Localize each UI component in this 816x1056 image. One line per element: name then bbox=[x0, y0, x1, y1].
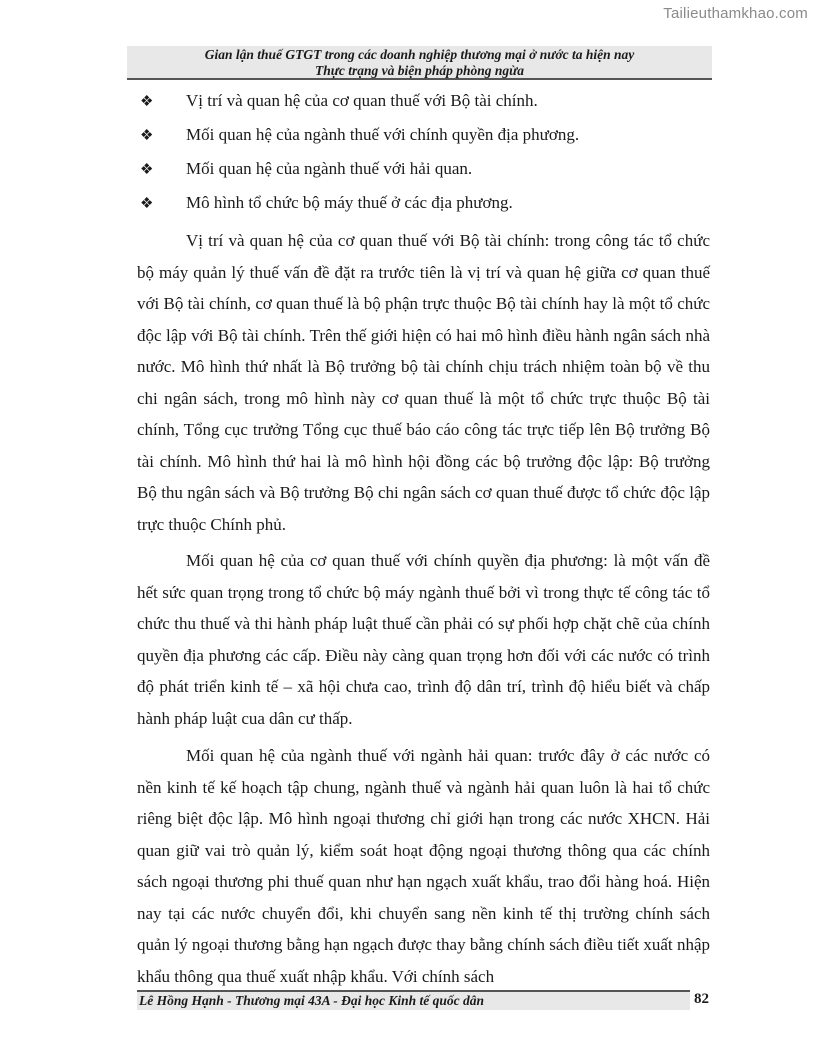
footer-author: Lê Hồng Hạnh - Thương mại 43A - Đại học Kinh tế quốc dân bbox=[139, 993, 485, 1008]
bullet-text: Vị trí và quan hệ của cơ quan thuế với Bộ tài chính. bbox=[186, 91, 538, 110]
bullet-item bbox=[137, 152, 710, 186]
paragraph: Vị trí và quan hệ của cơ quan thuế với Bộ tài chính: trong công tác tổ chức bộ máy quản lý thuế vấn đề đặt ra trước tiên là vị trí và quan hệ giữa cơ quan thuế với Bộ tài chính, cơ quan thuế là bộ phận trực thuộc Bộ tài chính hay là một tổ chức độc lập với Bộ tài chính. Trên thế giới hiện có hai mô hình điều hành ngân sách nhà nước. Mô hình thứ nhất là Bộ trưởng bộ tài chính chịu trách nhiệm toàn bộ về thu chi ngân sách, trong mô hình này cơ quan thuế là một tổ chức trực thuộc Bộ tài chính, Tổng cục trưởng Tổng cục thuế báo cáo công tác trực tiếp lên Bộ trưởng Bộ tài chính. Mô hình thứ hai là mô hình hội đồng các bộ trưởng độc lập: Bộ trưởng Bộ thu ngân sách và Bộ trưởng Bộ chi ngân sách cơ quan thuế được tổ chức độc lập trực thuộc Chính phủ. bbox=[137, 231, 710, 534]
diamond-bullet-icon: ❖ bbox=[140, 195, 154, 212]
document-body bbox=[137, 84, 710, 992]
page-number: 82 bbox=[694, 991, 709, 1007]
page-header bbox=[127, 46, 712, 80]
page-footer bbox=[137, 990, 690, 1010]
bullet-item bbox=[137, 186, 710, 220]
bullet-text: Mối quan hệ của ngành thuế với chính quyền địa phương. bbox=[186, 125, 580, 144]
paragraph: Mối quan hệ của ngành thuế với ngành hải quan: trước đây ở các nước có nền kinh tế kế hoạch tập chung, ngành thuế và ngành hải quan luôn là hai tổ chức riêng biệt độc lập. Mô hình ngoại thương chỉ giới hạn trong các nước XHCN. Hải quan giữ vai trò quản lý, kiểm soát hoạt động ngoại thương thông qua các chính sách ngoại thương phi thuế quan như hạn ngạch xuất khẩu, trao đổi hàng hoá. Hiện nay tại các nước chuyển đổi, khi chuyển sang nền kinh tế thị trường chính sách quản lý ngoại thương bằng hạn ngạch được thay bằng chính sách điều tiết xuất nhập khẩu thông qua thuế xuất nhập khẩu. Với chính sách bbox=[137, 746, 710, 986]
watermark: Tailieuthamkhao.com bbox=[663, 5, 808, 22]
diamond-bullet-icon: ❖ bbox=[140, 127, 154, 144]
header-title: Gian lận thuế GTGT trong các doanh nghiệp thương mại ở nước ta hiện nay bbox=[204, 47, 635, 62]
diamond-bullet-icon: ❖ bbox=[140, 161, 154, 178]
bullet-text: Mối quan hệ của ngành thuế với hải quan. bbox=[186, 159, 473, 178]
bullet-item bbox=[137, 84, 710, 118]
header-subtitle: Thực trạng và biện pháp phòng ngừa bbox=[315, 63, 524, 78]
paragraph: Mối quan hệ của cơ quan thuế với chính quyền địa phương: là một vấn đề hết sức quan trọng trong tổ chức bộ máy ngành thuế bởi vì trong thực tế công tác tổ chức thu thuế và thi hành pháp luật thuế cần phải có sự phối hợp chặt chẽ của chính quyền địa phương các cấp. Điều này càng quan trọng hơn đối với các nước có trình độ phát triển kinh tế – xã hội chưa cao, trình độ dân trí, trình độ hiểu biết và chấp hành pháp luật cua dân cư thấp. bbox=[137, 551, 710, 728]
bullet-text: Mô hình tổ chức bộ máy thuế ở các địa phương. bbox=[186, 193, 513, 212]
diamond-bullet-icon: ❖ bbox=[140, 93, 154, 110]
bullet-item bbox=[137, 118, 710, 152]
